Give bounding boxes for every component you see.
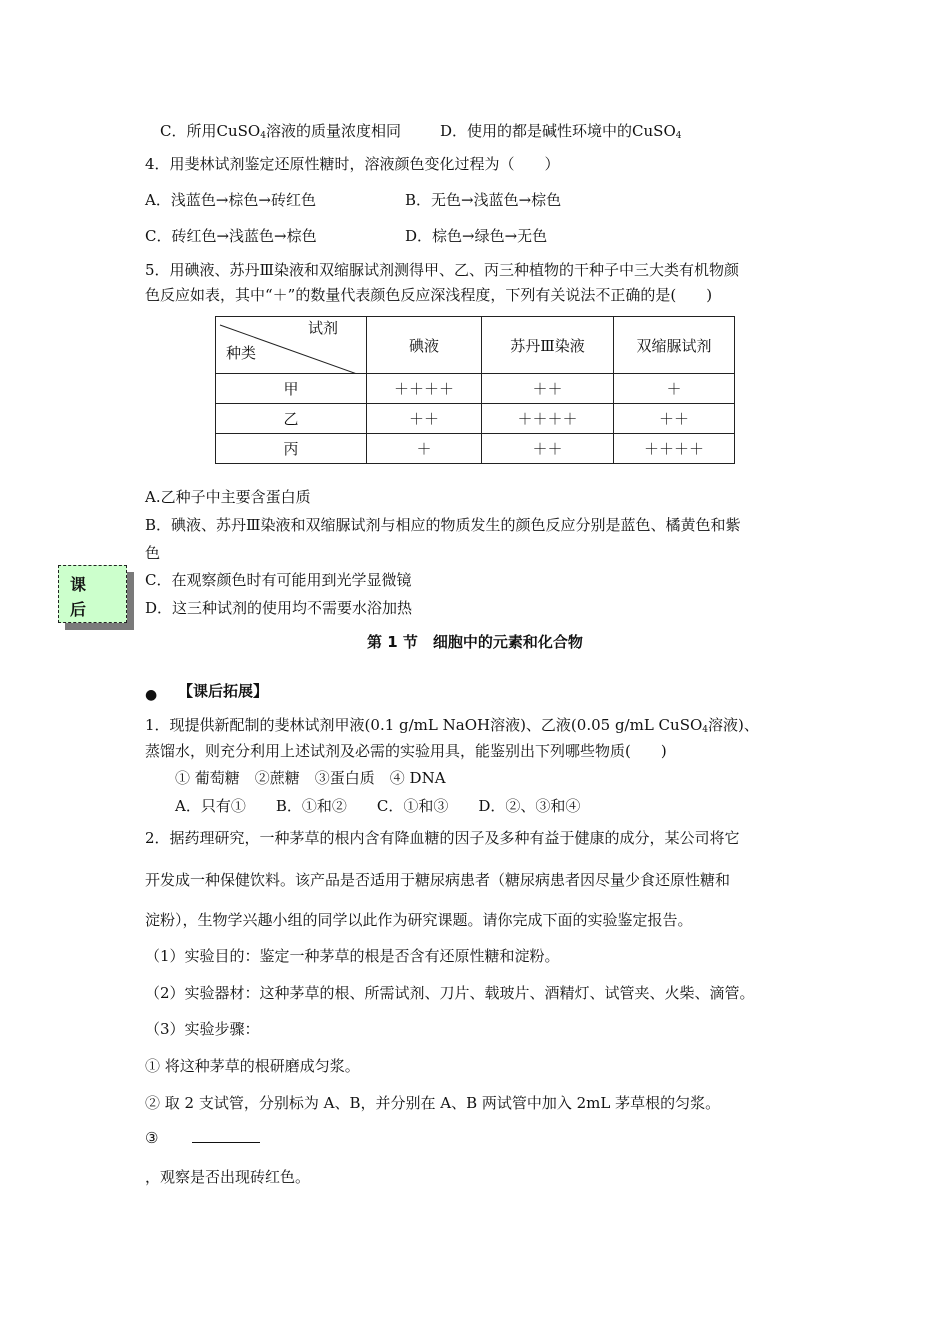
ex2-line-3: 淀粉），生物学兴趣小组的同学以此作为研究课题。请你完成下面的实验鉴定报告。 xyxy=(145,911,693,929)
table-cell: ＋＋＋＋ xyxy=(482,404,614,434)
corner-label-reagent: 试剂 xyxy=(307,319,338,337)
corner-label-species: 种类 xyxy=(226,344,257,362)
table-row xyxy=(216,404,735,434)
ex2-step-3 xyxy=(145,1127,260,1149)
ex2-line-1: 2．据药理研究，一种茅草的根内含有降血糖的因子及多种有益于健康的成分，某公司将它 xyxy=(145,829,740,847)
q4-option-b: B．无色→浅蓝色→棕色 xyxy=(405,191,562,209)
table-row xyxy=(216,374,735,404)
q4-option-a: A．浅蓝色→棕色→砖红色 xyxy=(145,191,316,209)
option-c-line xyxy=(160,120,401,147)
after-class-badge xyxy=(58,565,127,623)
badge-char: 课 xyxy=(70,575,87,594)
table-cell: ＋ xyxy=(614,374,735,404)
option-d-text: D．使用的都是碱性环境中的CuSO xyxy=(440,122,676,140)
row-label: 甲 xyxy=(216,374,367,404)
option-c-text: C．所用CuSO xyxy=(160,122,261,140)
table-cell: ＋＋ xyxy=(482,374,614,404)
q4-option-c: C．砖红色→浅蓝色→棕色 xyxy=(145,227,317,245)
table-cell: ＋＋＋＋ xyxy=(614,434,735,464)
badge-char: 后 xyxy=(70,600,87,619)
ex2-line-2: 开发成一种保健饮料。该产品是否适用于糖尿病患者（糖尿病患者因尽量少食还原性糖和 xyxy=(145,871,731,889)
table-header: 苏丹Ⅲ染液 xyxy=(482,317,614,374)
option-c-text-2: 溶液的质量浓度相同 xyxy=(265,122,401,140)
subscript: 4 xyxy=(675,131,682,141)
row-label: 乙 xyxy=(216,404,367,434)
ex2-steps-heading: （3）实验步骤： xyxy=(145,1020,260,1038)
table-cell: ＋＋＋＋ xyxy=(367,374,482,404)
option-d-line xyxy=(440,120,681,147)
table-header: 碘液 xyxy=(367,317,482,374)
ex2-step-3-cont: ，观察是否出现砖红色。 xyxy=(145,1168,311,1186)
q5-option-c: C．在观察颜色时有可能用到光学显微镜 xyxy=(145,571,412,589)
table-header-row xyxy=(216,317,735,374)
q5-option-b: B．碘液、苏丹Ⅲ染液和双缩脲试剂与相应的物质发生的颜色反应分别是蓝色、橘黄色和紫 xyxy=(145,516,741,534)
subscript: 4 xyxy=(702,725,708,735)
q5-option-a: A.乙种子中主要含蛋白质 xyxy=(145,488,311,506)
q5-stem-2: 色反应如表，其中“＋”的数量代表颜色反应深浅程度，下列有关说法不正确的是( ) xyxy=(145,286,713,304)
extension-heading: 【课后拓展】 xyxy=(178,682,269,700)
ex1-options: A．只有① B．①和② C．①和③ D．②、③和④ xyxy=(175,797,581,815)
ex2-step-2: ② 取 2 支试管，分别标为 A、B，并分别在 A、B 两试管中加入 2mL 茅草根的匀浆。 xyxy=(145,1094,721,1112)
q4-stem: 4．用斐林试剂鉴定还原性糖时，溶液颜色变化过程为（ ） xyxy=(145,155,560,173)
table-row xyxy=(216,434,735,464)
table-cell: ＋＋ xyxy=(367,404,482,434)
q4-option-d: D．棕色→绿色→无色 xyxy=(405,227,548,245)
ex1-text-2: 溶液)、 xyxy=(708,716,759,734)
reaction-table xyxy=(215,316,735,464)
ex1-line-1 xyxy=(145,714,759,741)
table-cell: ＋ xyxy=(367,434,482,464)
section-title: 第 1 节 细胞中的元素和化合物 xyxy=(367,633,583,651)
q5-option-b-cont: 色 xyxy=(145,544,161,562)
subscript: 4 xyxy=(260,131,266,141)
ex1-line-2: 蒸馏水，则充分利用上述试剂及必需的实验用具，能鉴别出下列哪些物质( ) xyxy=(145,742,667,760)
bullet-icon: ● xyxy=(145,687,158,703)
answer-blank[interactable] xyxy=(192,1128,260,1143)
step-number: ③ xyxy=(145,1129,159,1147)
ex1-text: 1．现提供新配制的斐林试剂甲液(0.1 g/mL NaOH溶液)、乙液(0.05 g/mL CuSO xyxy=(145,716,703,734)
table-cell: ＋＋ xyxy=(614,404,735,434)
ex1-items: ① 葡萄糖 ②蔗糖 ③蛋白质 ④ DNA xyxy=(175,769,446,787)
table-corner-cell xyxy=(216,317,367,374)
q5-stem-1: 5．用碘液、苏丹Ⅲ染液和双缩脲试剂测得甲、乙、丙三种植物的干种子中三大类有机物颜 xyxy=(145,261,740,279)
q5-option-d: D．这三种试剂的使用均不需要水浴加热 xyxy=(145,599,413,617)
table-header: 双缩脲试剂 xyxy=(614,317,735,374)
ex2-purpose: （1）实验目的：鉴定一种茅草的根是否含有还原性糖和淀粉。 xyxy=(145,947,560,965)
row-label: 丙 xyxy=(216,434,367,464)
table-cell: ＋＋ xyxy=(482,434,614,464)
ex2-step-1: ① 将这种茅草的根研磨成匀浆。 xyxy=(145,1057,360,1075)
ex2-materials: （2）实验器材：这种茅草的根、所需试剂、刀片、载玻片、酒精灯、试管夹、火柴、滴管。 xyxy=(145,984,755,1002)
